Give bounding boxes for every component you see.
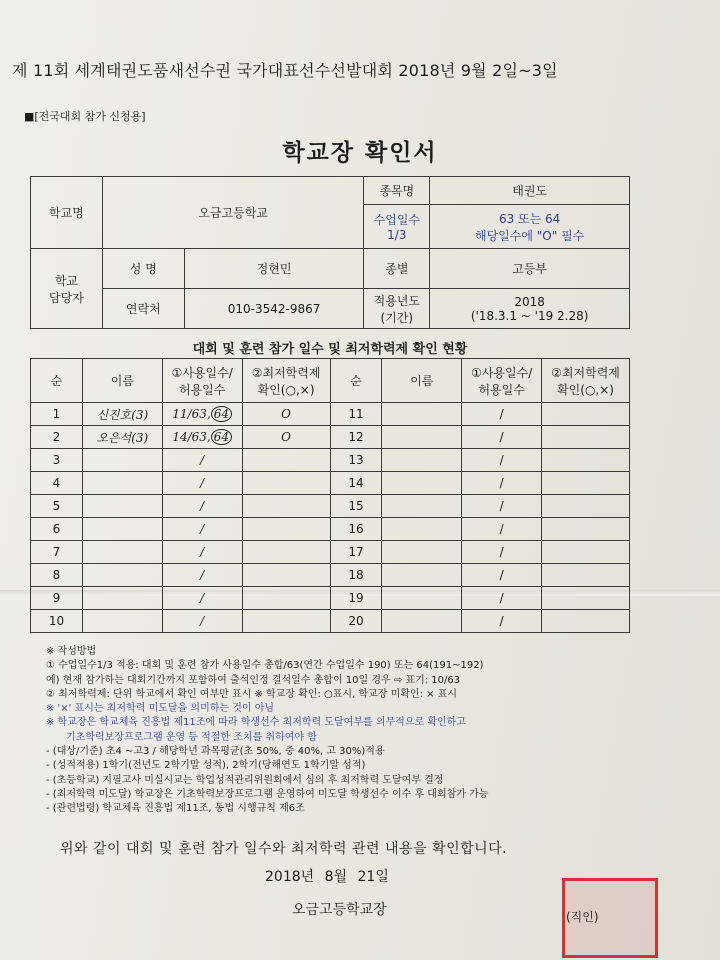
contact-label: 연락처 xyxy=(102,289,184,329)
header-days: ①사용일수/ 허용일수 xyxy=(162,359,242,403)
row-no: 8 xyxy=(31,564,83,587)
table-row xyxy=(31,495,630,518)
table-row xyxy=(31,449,630,472)
school-value: 오금고등학교 xyxy=(102,177,364,249)
days-value: 63 또는 64 해당일수에 "O" 필수 xyxy=(430,205,630,249)
row-days: / xyxy=(462,449,542,472)
row-check xyxy=(242,495,330,518)
row-name: 오은석(3) xyxy=(82,426,162,449)
gender-value: 고등부 xyxy=(430,249,630,289)
row-no: 15 xyxy=(330,495,382,518)
days-used: / xyxy=(200,614,205,628)
note-line: - (최저학력 미도달) 학교장은 기초학력보장프로그램 운영하여 미도달 학생선수 이수 후 대회참가 가능 xyxy=(46,788,489,800)
header-check: ②최저학력제 확인(○,×) xyxy=(542,359,630,403)
note-line: ① 수업일수1/3 적용: 대회 및 훈련 참가 사용일수 총합/63(연간 수업일수 190) 또는 64(191~192) xyxy=(46,660,484,672)
signature-date xyxy=(265,866,389,886)
participation-table xyxy=(30,358,630,633)
row-name xyxy=(382,587,462,610)
row-days: / xyxy=(462,564,542,587)
row-check: O xyxy=(242,403,330,426)
days-used: / xyxy=(200,499,205,513)
row-check xyxy=(242,541,330,564)
row-days: / xyxy=(462,472,542,495)
confirmation-text: 위와 같이 대회 및 훈련 참가 일수와 최저학력 관련 내용을 확인합니다. xyxy=(60,841,508,857)
note-line: ※ 학교장은 학교체육 진흥법 제11조에 따라 학생선수 최저학력 도달여부를 의무적으로 확인하고 xyxy=(46,717,466,729)
note-line: 기초학력보장프로그램 운영 등 적절한 조치를 취하여야 함 xyxy=(66,731,317,743)
row-days xyxy=(162,610,242,633)
row-name xyxy=(82,518,162,541)
name-value: 정현민 xyxy=(184,249,364,289)
row-check xyxy=(542,541,630,564)
year-value: 2018 ('18.3.1 ~ '19 2.28) xyxy=(430,289,630,329)
table-row xyxy=(31,472,630,495)
row-name xyxy=(382,426,462,449)
row-check xyxy=(542,449,630,472)
row-no: 9 xyxy=(31,587,83,610)
header-name: 이름 xyxy=(382,359,462,403)
row-days xyxy=(162,426,242,449)
row-check xyxy=(242,587,330,610)
date-day: 21일 xyxy=(357,869,389,885)
row-name xyxy=(382,472,462,495)
row-no: 7 xyxy=(31,541,83,564)
row-days: / xyxy=(462,587,542,610)
row-days xyxy=(162,449,242,472)
row-days: / xyxy=(462,403,542,426)
date-month: 8월 xyxy=(324,869,348,885)
row-days: / xyxy=(462,541,542,564)
row-no: 10 xyxy=(31,610,83,633)
row-name xyxy=(82,610,162,633)
days-used: / xyxy=(200,568,205,582)
days-used: / xyxy=(200,545,205,559)
school-label: 학교명 xyxy=(31,177,103,249)
section-title: 대회 및 훈련 참가 일수 및 최저학력제 확인 현황 xyxy=(192,342,468,357)
days-used: / xyxy=(200,591,205,605)
contact-value: 010-3542-9867 xyxy=(184,289,364,329)
row-check xyxy=(242,449,330,472)
note-line: - (성적적용) 1학기(전년도 2학기말 성적), 2학기(당해연도 1학기말 성적) xyxy=(46,760,366,772)
note-line: - (관련법령) 학교체육 진흥법 제11조, 동법 시행규칙 제6조 xyxy=(46,803,305,815)
row-check xyxy=(542,495,630,518)
header-check: ②최저학력제 확인(○,×) xyxy=(242,359,330,403)
row-name xyxy=(382,403,462,426)
note-line: - (대상/기준) 초4 ~고3 / 해당학년 과목평균(초 50%, 중 40%, 고 30%)적용 xyxy=(46,746,385,758)
row-no: 6 xyxy=(31,518,83,541)
row-check xyxy=(542,610,630,633)
row-days: / xyxy=(462,610,542,633)
row-days xyxy=(162,495,242,518)
row-name xyxy=(382,518,462,541)
row-name xyxy=(382,495,462,518)
row-name xyxy=(82,472,162,495)
row-no: 18 xyxy=(330,564,382,587)
note-line: ※ 작성방법 xyxy=(46,646,97,657)
row-days xyxy=(162,564,242,587)
row-days: / xyxy=(462,426,542,449)
days-used: 14/63, xyxy=(172,430,211,444)
row-days: / xyxy=(462,518,542,541)
seal-mark: (직인) xyxy=(566,910,599,924)
table-row xyxy=(31,564,630,587)
row-name xyxy=(82,587,162,610)
circled-allowed-days: 64 xyxy=(211,406,232,422)
usage-label: ■[전국대회 참가 신청용] xyxy=(24,110,146,123)
row-check xyxy=(242,564,330,587)
row-no: 4 xyxy=(31,472,83,495)
days-used: / xyxy=(200,453,205,467)
row-name: 신진호(3) xyxy=(82,403,162,426)
note-line: - (초등학교) 지필고사 미실시교는 학업성적관리위원회에서 심의 후 최저학력 도달여부 결정 xyxy=(46,774,444,786)
row-no: 13 xyxy=(330,449,382,472)
row-check xyxy=(542,403,630,426)
header-name: 이름 xyxy=(82,359,162,403)
row-no: 5 xyxy=(31,495,83,518)
header-no: 순 xyxy=(31,359,83,403)
row-days xyxy=(162,541,242,564)
row-name xyxy=(82,541,162,564)
row-days xyxy=(162,587,242,610)
table-row xyxy=(31,587,630,610)
row-no: 20 xyxy=(330,610,382,633)
days-used: / xyxy=(200,476,205,490)
note-line: ② 최저학력제: 단위 학교에서 확인 여부만 표시 ※ 학교장 확인: ○표시, 학교장 미확인: × 표시 xyxy=(46,688,458,700)
principal-name: 오금고등학교장 xyxy=(292,902,387,918)
row-check xyxy=(542,426,630,449)
table-row xyxy=(31,541,630,564)
name-label: 성 명 xyxy=(102,249,184,289)
days-used: / xyxy=(200,522,205,536)
document-header: 제 11회 세계태권도품새선수권 국가대표선수선발대회 2018년 9월 2일~3일 xyxy=(12,61,558,80)
row-name xyxy=(382,564,462,587)
header-no: 순 xyxy=(330,359,382,403)
row-check xyxy=(242,472,330,495)
table-row xyxy=(31,518,630,541)
row-check: O xyxy=(242,426,330,449)
row-no: 2 xyxy=(31,426,83,449)
row-check xyxy=(242,518,330,541)
row-no: 1 xyxy=(31,403,83,426)
row-name xyxy=(382,610,462,633)
row-no: 11 xyxy=(330,403,382,426)
row-check xyxy=(542,472,630,495)
table-row xyxy=(31,610,630,633)
info-table xyxy=(30,176,630,329)
row-no: 19 xyxy=(330,587,382,610)
row-name xyxy=(382,449,462,472)
date-year: 2018년 xyxy=(265,869,315,885)
row-days xyxy=(162,518,242,541)
row-days: / xyxy=(462,495,542,518)
row-no: 14 xyxy=(330,472,382,495)
gender-label: 종별 xyxy=(364,249,430,289)
days-used: 11/63, xyxy=(172,407,211,421)
row-check xyxy=(542,518,630,541)
row-check xyxy=(242,610,330,633)
row-no: 16 xyxy=(330,518,382,541)
event-value: 태권도 xyxy=(430,177,630,205)
row-name xyxy=(82,564,162,587)
event-label: 종목명 xyxy=(364,177,430,205)
row-no: 12 xyxy=(330,426,382,449)
row-no: 17 xyxy=(330,541,382,564)
document-title: 학교장 확인서 xyxy=(282,140,438,166)
table-row xyxy=(31,403,630,426)
row-no: 3 xyxy=(31,449,83,472)
year-label: 적용년도 (기간) xyxy=(364,289,430,329)
row-name xyxy=(82,449,162,472)
note-line: 예) 현재 참가하는 대회기간까지 포함하여 출석인정 결석일수 총합이 10일 경우 ⇨ 표기: 10/63 xyxy=(46,674,461,686)
days-label: 수업일수 1/3 xyxy=(364,205,430,249)
row-check xyxy=(542,564,630,587)
circled-allowed-days: 64 xyxy=(211,429,232,445)
table-row xyxy=(31,426,630,449)
manager-label: 학교 담당자 xyxy=(31,249,103,329)
notes-section xyxy=(46,645,646,817)
row-name xyxy=(382,541,462,564)
row-days xyxy=(162,403,242,426)
note-line: ※ '×' 표시는 최저학력 미도달을 의미하는 것이 아님 xyxy=(46,703,275,715)
header-days: ①사용일수/ 허용일수 xyxy=(462,359,542,403)
row-check xyxy=(542,587,630,610)
row-days xyxy=(162,472,242,495)
row-name xyxy=(82,495,162,518)
